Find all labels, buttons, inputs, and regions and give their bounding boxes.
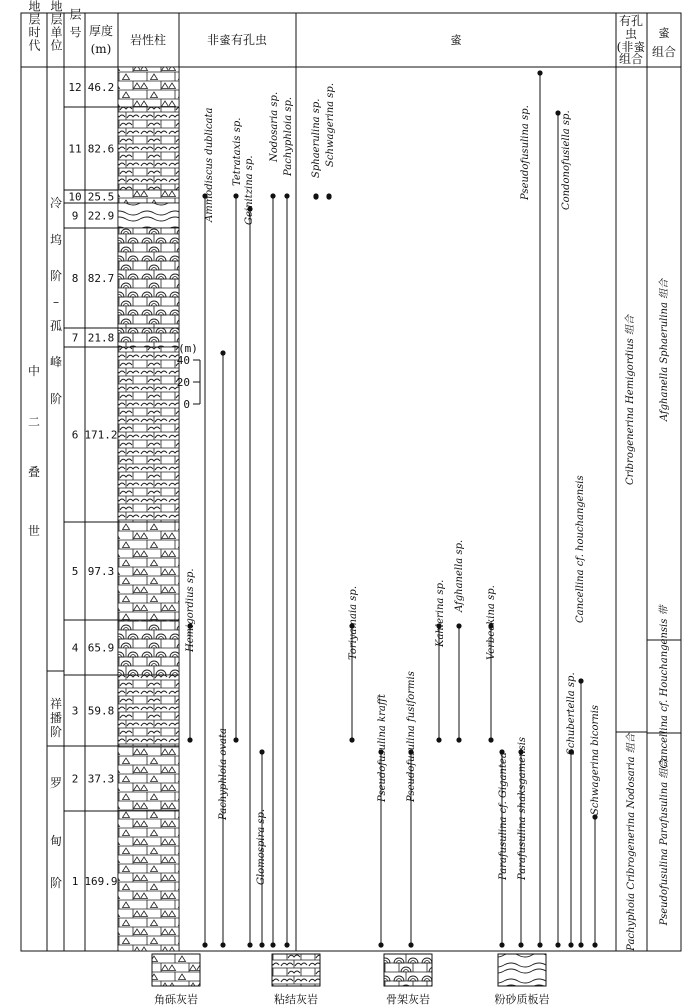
taxon-label: Geinitzina sp. (244, 155, 255, 225)
taxon-label: Schwagerina sp. (325, 82, 336, 167)
range-base-dot (270, 942, 275, 947)
layer-number: 12 (68, 81, 82, 94)
layer-thickness: 82.6 (87, 142, 115, 156)
header-nonfusulinid: 非𧊒有孔虫 (206, 33, 268, 47)
taxon-label: Schwagerina bicornis (590, 704, 601, 815)
lithology-bed (118, 190, 179, 203)
fus-assemblage: Afghanella Sphaerulina 组合 (659, 278, 670, 422)
taxon-label: Toriyamaia sp. (348, 586, 359, 660)
range-base-dot (578, 942, 583, 947)
layer-thickness: 171.2 (84, 428, 118, 442)
lithology-bed (118, 746, 179, 811)
header-nonfus-assemblage-a: 有孔 (618, 14, 644, 28)
range-base-dot (349, 737, 354, 742)
stage-name: 阶 (49, 392, 63, 406)
lithology-bed (118, 522, 179, 620)
stage-name: 甸 (49, 834, 63, 848)
legend-label: 骨架灰岩 (386, 993, 430, 1006)
range-base-dot (187, 737, 192, 742)
range-base-dot (537, 942, 542, 947)
lithology-bed (118, 228, 179, 328)
layer-number: 1 (71, 875, 79, 888)
taxon-label: Cancellina cf. houchangensis (575, 475, 586, 623)
header-fusulinid: 𧊒 (449, 33, 463, 47)
lithology-bed (118, 328, 179, 347)
taxon-label: Pseudofusulina sp. (520, 105, 531, 200)
scale-unit: (m) (178, 342, 198, 355)
scale-tick-label: 40 (176, 354, 190, 367)
header-nonfus-assemblage-d: 组合 (618, 52, 644, 66)
range-base-dot (456, 737, 461, 742)
range-base-dot (555, 942, 560, 947)
stage-name: 阶 (49, 269, 63, 283)
legend-label: 粘结灰岩 (274, 993, 318, 1006)
range-base-dot (247, 942, 252, 947)
stage-name: 阶 (49, 876, 63, 890)
lithology-legend (152, 954, 550, 1006)
period-column (28, 363, 40, 538)
taxon-label: Sphaerulina sp. (311, 98, 322, 178)
nonfus-assemblage: Pachyphoia Cribrogenerina Nodosaria 组合 (626, 733, 637, 951)
layer-thickness: 59.8 (87, 704, 115, 718)
layer-thickness: 97.3 (87, 565, 115, 578)
stage-name: 播 (49, 711, 63, 725)
taxon-label: Pseudofusulina fusiformis (406, 671, 417, 802)
stage-name: 祥 (49, 697, 63, 711)
header-period: 地层时代 (27, 0, 41, 52)
range-top-dot (259, 749, 264, 754)
range-base-dot (499, 942, 504, 947)
layer-number: 2 (71, 772, 79, 786)
header-nonfus-assemblage-c: (非𧊒 (616, 40, 646, 54)
header-unit: 地层单位 (49, 0, 63, 52)
range-top-dot (284, 193, 289, 198)
stage-name: 坞 (49, 233, 63, 247)
range-base-dot (220, 942, 225, 947)
taxon-label: Nodosaria sp. (269, 91, 280, 162)
layer-thickness: 169.9 (84, 875, 118, 888)
lithology-bed (118, 620, 179, 675)
period-char: 叠 (27, 465, 41, 479)
lithology-bed (118, 107, 179, 190)
lithology-bed (118, 67, 179, 107)
header-lithology: 岩性柱 (129, 33, 167, 47)
header-thickness-unit: (m) (90, 42, 112, 56)
fus-assemblage: Pseudofusulina Parafusulina 组合 (659, 758, 670, 926)
stage-name: 峰 (49, 355, 63, 369)
range-base-dot (436, 737, 441, 742)
layer-number: 11 (68, 142, 82, 156)
taxon-label: Parafusulina cf. Gigantea (498, 752, 509, 880)
taxon-label: Afghanella sp. (454, 539, 465, 612)
layer-number: 10 (68, 190, 82, 204)
taxon-label: Hemigordius sp. (185, 568, 196, 652)
legend-swatch (384, 954, 432, 986)
layer-rows (64, 67, 179, 951)
range-base-dot (326, 194, 331, 199)
range-base-dot (259, 942, 264, 947)
fus-assemblage: Cancellina cf. Houchangensis 带 (659, 605, 670, 769)
period-char: 世 (27, 524, 41, 538)
taxon-label: Condonofusiella sp. (561, 110, 572, 210)
range-top-dot (555, 110, 560, 115)
layer-number: 9 (71, 209, 79, 223)
range-top-dot (270, 193, 275, 198)
taxon-label: Ammodiscus dublicata (204, 107, 215, 222)
range-base-dot (488, 737, 493, 742)
layer-thickness: 46.2 (87, 81, 115, 94)
lithology-bed (118, 203, 179, 228)
range-base-dot (202, 942, 207, 947)
layer-number: 8 (71, 272, 79, 285)
layer-number: 6 (71, 428, 79, 442)
layer-number: 5 (71, 565, 79, 578)
stage-name: 阶 (49, 725, 63, 739)
legend-swatch (272, 954, 320, 986)
legend-label: 角砾灰岩 (154, 993, 198, 1006)
range-base-dot (592, 942, 597, 947)
legend-swatch (152, 954, 200, 986)
layer-thickness: 82.7 (87, 272, 115, 285)
legend-label: 粉砂质板岩 (494, 993, 550, 1006)
taxon-label: Verbeekina sp. (486, 585, 497, 660)
taxon-label: Pachyphloia ovata (218, 728, 229, 820)
layer-thickness: 22.9 (87, 209, 115, 223)
taxon-label: Glomospira sp. (256, 808, 267, 885)
range-base-dot (518, 942, 523, 947)
lithology-bed (118, 347, 179, 522)
header-fus-assemblage-a: 𧊒 (657, 26, 671, 40)
range-top-dot (578, 678, 583, 683)
range-base-dot (568, 942, 573, 947)
range-base-dot (233, 737, 238, 742)
lithology-bed (118, 675, 179, 746)
range-base-dot (378, 942, 383, 947)
stage-name: – (53, 295, 59, 309)
period-char: 二 (27, 415, 41, 429)
layer-thickness: 25.5 (87, 190, 115, 204)
layer-number: 7 (71, 331, 79, 345)
layer-number: 3 (71, 704, 79, 718)
lithology-bed (118, 811, 179, 951)
nonfus-assemblage: Cribrogenerina Hemigordius 组合 (625, 315, 636, 485)
range-base-dot (408, 942, 413, 947)
range-top-dot (233, 193, 238, 198)
taxon-label: Pachyphloia sp. (283, 96, 294, 176)
taxon-label: Tetrataxis sp. (232, 117, 243, 186)
header-thickness: 厚度 (88, 24, 114, 38)
range-top-dot (537, 70, 542, 75)
scale-bar (177, 342, 200, 411)
range-top-dot (220, 350, 225, 355)
stage-column (50, 195, 62, 890)
table-header (27, 0, 676, 66)
scale-tick-label: 20 (176, 376, 190, 389)
layer-thickness: 37.3 (87, 772, 115, 786)
layer-thickness: 21.8 (87, 331, 115, 345)
range-base-dot (284, 942, 289, 947)
taxon-label: Parafusulina shaksgamensis (517, 736, 528, 880)
layer-number: 4 (71, 641, 79, 655)
range-top-dot (456, 623, 461, 628)
taxon-label: Kahlerina sp. (435, 579, 446, 647)
stage-name: 罗 (49, 776, 63, 790)
layer-thickness: 65.9 (87, 641, 115, 655)
stage-name: 冷 (49, 196, 63, 210)
nonfusulinid-ranges (185, 92, 294, 948)
range-base-dot (313, 194, 318, 199)
stage-name: 孤 (49, 319, 63, 333)
scale-tick-label: 0 (183, 398, 190, 411)
fusulinid-ranges (311, 70, 601, 947)
header-layer: 层号 (68, 8, 82, 44)
taxon-label: Schubertella sp. (566, 672, 577, 755)
header-fus-assemblage-b: 组合 (651, 45, 677, 59)
period-char: 中 (27, 364, 41, 378)
header-nonfus-assemblage-b: 虫 (624, 27, 638, 41)
legend-swatch (498, 954, 546, 986)
taxon-label: Pseudofusulina krafft (377, 694, 388, 802)
